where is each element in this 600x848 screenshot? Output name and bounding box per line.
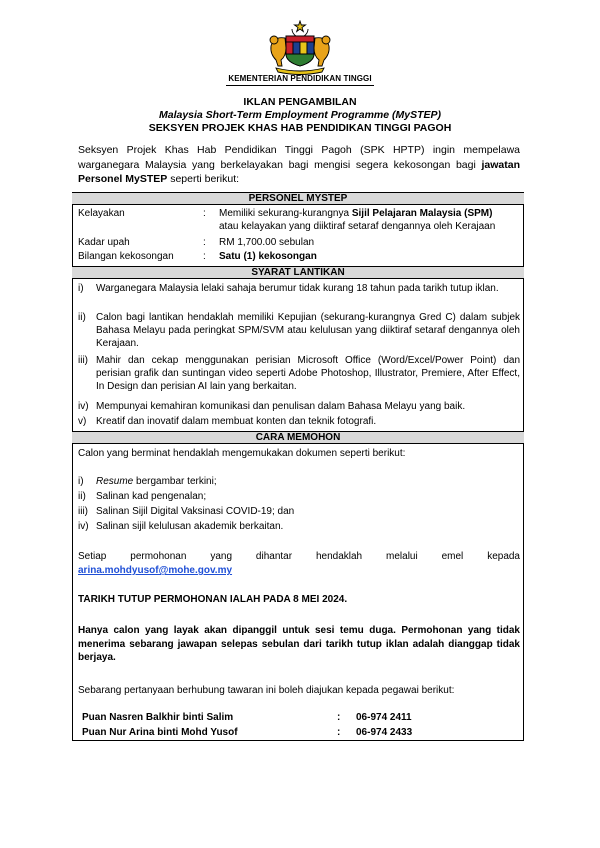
syarat-item-5: Kreatif dan inovatif dalam membuat konten dan teknik fotografi. (96, 416, 377, 427)
row-colon: : (203, 251, 206, 262)
contact-name: Puan Nasren Balkhir binti Salim (82, 712, 234, 723)
contact-phone: 06-974 2433 (356, 727, 413, 738)
advert-title: IKLAN PENGAMBILAN (243, 96, 357, 108)
personel-heading: PERSONEL MYSTEP (72, 192, 524, 205)
row-label-kadar-upah: Kadar upah (78, 237, 130, 248)
list-item-number: iii) (78, 506, 88, 517)
doc-item-2: Salinan kad pengenalan; (96, 491, 207, 502)
contact-phone: 06-974 2411 (356, 712, 412, 723)
doc-item-4: Salinan sijil kelulusan akademik berkaitan. (96, 521, 284, 532)
syarat-item-3: Mahir dan cekap menggunakan perisian Microsoft Office (Word/Excel/Power Point) dan perisian grafik dan suntingan video seperti Adobe Photoshop, Illustrator, Premiere, After Effect, In Design dan perisian AI lain yang berkaitan. (96, 355, 520, 392)
doc-item-3: Salinan Sijil Digital Vaksinasi COVID-19; dan (96, 506, 295, 517)
section-name: SEKSYEN PROJEK KHAS HAB PENDIDIKAN TINGGI PAGOH (148, 122, 452, 134)
row-value-kadar-upah: RM 1,700.00 sebulan (219, 237, 315, 248)
email-instruction: Setiap permohonan yang dihantar hendaklah melalui emel kepada (78, 551, 520, 562)
syarat-item-2: Calon bagi lantikan hendaklah memiliki Kepujian (sekurang-kurangnya Gred C) dalam subjek Bahasa Melayu pada peringkat SPM/SVM atau kelulusan yang diiktiraf setaraf dengannya oleh Kerajaan. (96, 312, 520, 349)
list-item-number: i) (78, 283, 84, 294)
ministry-underline (226, 85, 374, 86)
row-value-kelayakan-line2: atau kelayakan yang diiktiraf setaraf dengannya oleh Kerajaan (219, 221, 496, 232)
enquiry-text: Sebarang pertanyaan berhubung tawaran ini boleh diajukan kepada pegawai berikut: (78, 685, 455, 696)
row-value-kelayakan-line1: Memiliki sekurang-kurangnya Sijil Pelajaran Malaysia (SPM) (219, 208, 493, 219)
intro-paragraph: Seksyen Projek Khas Hab Pendidikan Tinggi Pagoh (SPK HPTP) ingin mempelawa warganegara Malaysia yang berkelayakan bagi mengisi segera kekosongan bagi jawatan Personel MySTEP seperti berikut: (78, 144, 520, 185)
programme-name: Malaysia Short-Term Employment Programme (MySTEP) (158, 109, 441, 121)
syarat-item-1: Warganegara Malaysia lelaki sahaja berumur tidak kurang 18 tahun pada tarikh tutup iklan. (96, 283, 499, 294)
row-colon: : (203, 237, 206, 248)
interview-notice: Hanya calon yang layak akan dipanggil untuk sesi temu duga. Permohonan yang tidak menerima sebarang jawapan selepas sebulan dari tarikh tutup iklan adalah dianggap tidak berjaya. (78, 625, 520, 663)
row-value-bilangan: Satu (1) kekosongan (219, 251, 317, 262)
cara-lead-text: Calon yang berminat hendaklah mengemukakan dokumen seperti berikut: (78, 448, 406, 459)
list-item-number: ii) (78, 312, 86, 323)
row-label-kelayakan: Kelayakan (78, 208, 125, 219)
syarat-item-4: Mempunyai kemahiran komunikasi dan penulisan dalam Bahasa Melayu yang baik. (96, 401, 466, 412)
list-item-number: ii) (78, 491, 86, 502)
list-item-number: iii) (78, 355, 88, 366)
doc-item-1: Resume bergambar terkini; (96, 476, 217, 487)
list-item-number: iv) (78, 521, 89, 532)
row-label-bilangan: Bilangan kekosongan (78, 251, 174, 262)
contact-colon: : (337, 727, 341, 738)
syarat-heading: SYARAT LANTIKAN (72, 266, 524, 279)
deadline-text: TARIKH TUTUP PERMOHONAN IALAH PADA 8 MEI 2024. (78, 594, 348, 605)
contact-colon: : (337, 712, 341, 723)
coat-of-arms-icon (262, 20, 338, 76)
list-item-number: i) (78, 476, 84, 487)
ministry-name: KEMENTERIAN PENDIDIKAN TINGGI (228, 74, 372, 83)
contact-name: Puan Nur Arina binti Mohd Yusof (82, 727, 238, 738)
cara-heading: CARA MEMOHON (72, 431, 524, 444)
email-link[interactable]: arina.mohdyusof@mohe.gov.my (78, 565, 233, 576)
list-item-number: iv) (78, 401, 89, 412)
row-colon: : (203, 208, 206, 219)
list-item-number: v) (78, 416, 87, 427)
